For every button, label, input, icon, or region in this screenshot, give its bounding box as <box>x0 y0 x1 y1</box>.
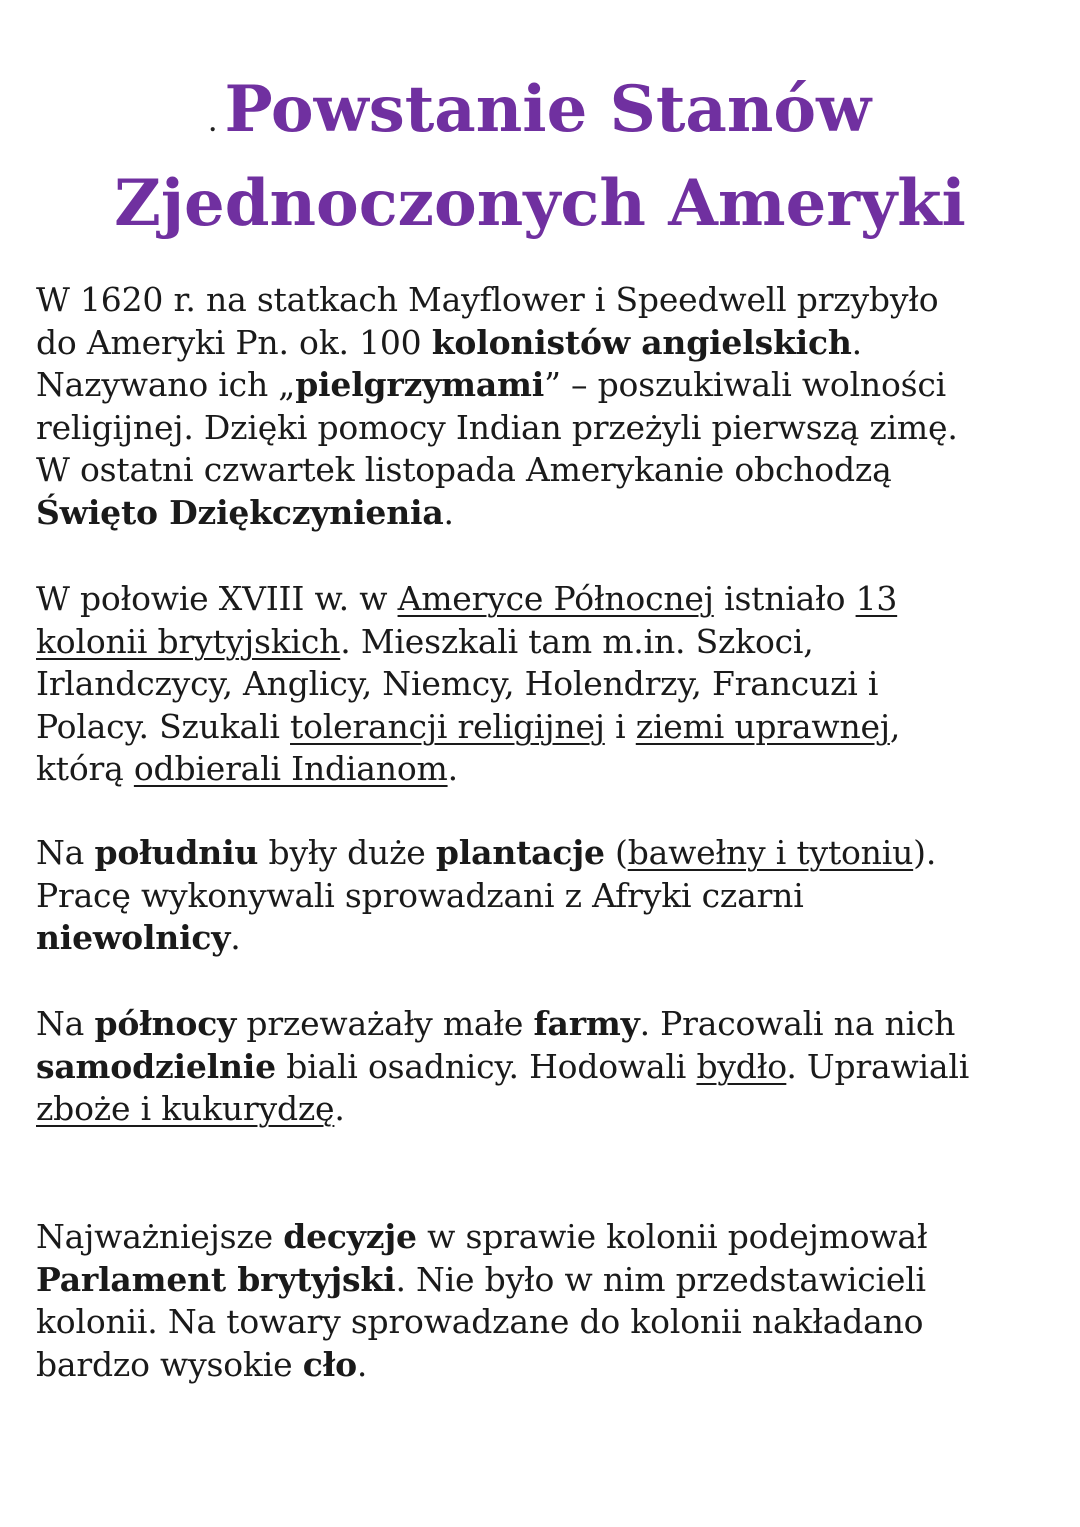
text-line <box>36 917 1046 960</box>
text-span: . <box>443 492 454 532</box>
text-span: , <box>889 706 901 746</box>
text-span: i <box>604 706 636 746</box>
text-span: ( <box>604 833 628 872</box>
text-span: w sprawie kolonii podejmował <box>416 1217 928 1256</box>
underlined-term: tolerancji religijnej <box>290 706 605 746</box>
text-span: Na <box>36 1004 95 1043</box>
underlined-term: zboże i kukurydzę <box>36 1089 335 1129</box>
underlined-term: bydło <box>696 1046 787 1086</box>
text-line: kolonii. Na towary sprowadzane do kolonii nakładano <box>36 1302 924 1342</box>
text-span: istniało <box>713 579 856 618</box>
text-span: W połowie XVIII w. w <box>36 579 398 618</box>
text-line <box>36 1088 1046 1131</box>
text-span: przeważały małe <box>236 1004 534 1043</box>
page-title <box>0 70 1080 244</box>
title-dot: . <box>208 111 217 137</box>
text-span: którą <box>36 749 134 789</box>
text-span: . <box>447 749 458 789</box>
text-span: biali osadnicy. Hodowali <box>275 1046 697 1086</box>
text-line: religijnej. Dzięki pomocy Indian przeżyli pierwszą zimę. <box>36 407 958 447</box>
text-span: Najważniejsze <box>36 1217 284 1256</box>
underlined-term: bawełny i tytoniu <box>627 833 914 872</box>
text-span: . Uprawiali <box>786 1046 970 1086</box>
bold-term: niewolnicy <box>36 918 231 958</box>
text-span: bardzo wysokie <box>36 1344 303 1384</box>
bold-term: decyzje <box>283 1217 417 1256</box>
text-line <box>36 364 1046 407</box>
text-line <box>36 706 1046 749</box>
underlined-term: kolonii brytyjskich <box>36 621 341 661</box>
text-span: . <box>356 1344 368 1384</box>
bold-term: kolonistów angielskich <box>431 322 852 362</box>
title-line-2: Zjednoczonych Ameryki <box>114 166 966 241</box>
text-line <box>36 1046 1046 1089</box>
text-line <box>36 1003 1046 1046</box>
paragraph-south <box>36 832 1046 960</box>
text-line: Irlandczycy, Anglicy, Niemcy, Holendrzy, Francuzi i <box>36 664 879 704</box>
text-span: . Mieszkali tam m.in. Szkoci, <box>340 621 814 661</box>
text-line: W ostatni czwartek listopada Amerykanie obchodzą <box>36 450 892 490</box>
text-line: W 1620 r. na statkach Mayflower i Speedwell przybyło <box>36 280 939 319</box>
text-span: . Pracowali na nich <box>639 1004 956 1043</box>
bold-term: samodzielnie <box>36 1046 276 1086</box>
text-span: . <box>334 1089 345 1129</box>
underlined-term: 13 <box>855 579 898 618</box>
text-line <box>36 578 1046 621</box>
text-span: Na <box>36 833 95 872</box>
bold-term: farmy <box>533 1004 640 1043</box>
bold-term: plantacje <box>435 833 605 872</box>
title-text-1: Powstanie Stanów <box>224 72 872 147</box>
text-line <box>36 322 1046 365</box>
bold-term: cło <box>302 1344 357 1384</box>
underlined-term: ziemi uprawnej <box>635 706 890 746</box>
title-line-1 <box>0 70 1080 164</box>
text-span: Nazywano ich „ <box>36 365 296 405</box>
text-line <box>36 748 1046 791</box>
text-span: . <box>230 918 241 958</box>
bold-term: Święto Dziękczynienia <box>36 492 444 532</box>
text-span: Polacy. Szukali <box>36 706 291 746</box>
bold-term: południu <box>94 833 259 872</box>
text-span: . Nie było w nim przedstawicieli <box>395 1259 926 1299</box>
bold-term: północy <box>94 1004 237 1043</box>
text-span: do Ameryki Pn. ok. 100 <box>36 322 432 362</box>
bold-term: pielgrzymami <box>295 365 545 405</box>
text-line <box>36 832 1046 875</box>
underlined-term: Ameryce Północnej <box>397 579 714 618</box>
text-line <box>36 492 1046 535</box>
text-span: były duże <box>258 833 436 872</box>
paragraph-parliament <box>36 1216 1046 1386</box>
text-line <box>36 621 1046 664</box>
paragraph-pilgrims <box>36 279 1046 535</box>
text-span: . <box>851 322 862 362</box>
text-line <box>36 1216 1046 1259</box>
bold-term: Parlament brytyjski <box>36 1259 396 1299</box>
text-span: ). <box>913 833 937 872</box>
text-line <box>36 1344 1046 1387</box>
text-line: Pracę wykonywali sprowadzani z Afryki czarni <box>36 875 804 915</box>
underlined-term: odbierali Indianom <box>133 749 448 789</box>
paragraph-north <box>36 1003 1046 1131</box>
text-span: ” – poszukiwali wolności <box>544 365 947 405</box>
text-line <box>36 1259 1046 1302</box>
paragraph-colonies <box>36 578 1046 791</box>
